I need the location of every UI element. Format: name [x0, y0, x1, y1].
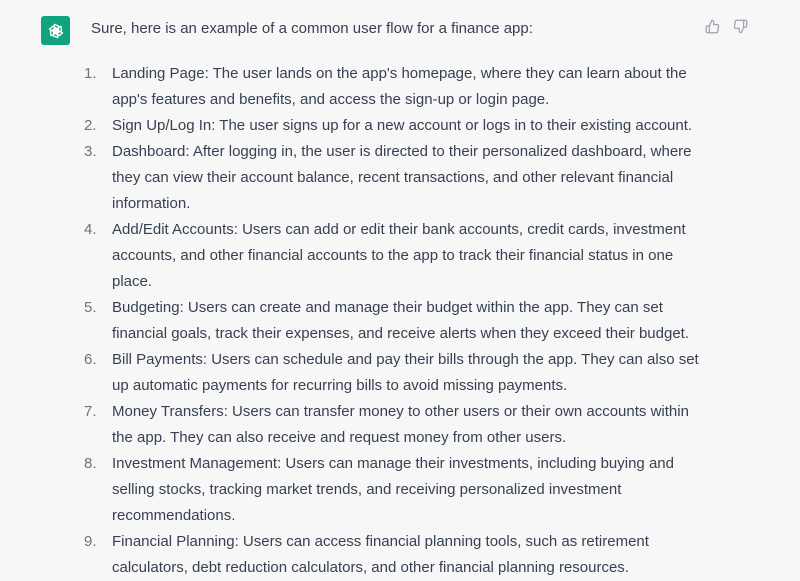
list-number: 8. [84, 455, 97, 472]
list-item [0, 295, 800, 347]
assistant-logo-icon [46, 21, 66, 41]
list-number: 9. [84, 533, 97, 550]
list-number: 5. [84, 299, 97, 316]
thumbs-up-icon [705, 19, 720, 34]
list-number: 2. [84, 117, 97, 134]
user-flow-list [0, 61, 800, 581]
list-item [0, 451, 800, 529]
list-item [0, 217, 800, 295]
thumbs-down-icon [733, 19, 748, 34]
list-number: 1. [84, 65, 97, 82]
list-item [0, 529, 800, 581]
list-item-text: Financial Planning: Users can access financial planning tools, such as retirement calculators, debt reduction calculators, and other financial planning resources. [112, 533, 649, 576]
list-number: 6. [84, 351, 97, 368]
list-item-text: Budgeting: Users can create and manage their budget within the app. They can set financial goals, track their expenses, and receive alerts when they exceed their budget. [112, 299, 690, 342]
list-number: 4. [84, 221, 97, 238]
list-item [0, 139, 800, 217]
list-item [0, 61, 800, 113]
list-item-text: Investment Management: Users can manage their investments, including buying and selling stocks, tracking market trends, and receiving personalized investment recommendations. [112, 455, 674, 524]
list-item [0, 399, 800, 451]
assistant-avatar [41, 16, 70, 45]
thumbs-up-button[interactable] [704, 18, 720, 34]
list-item-text: Sign Up/Log In: The user signs up for a new account or logs in to their existing account. [112, 117, 693, 134]
thumbs-down-button[interactable] [732, 18, 748, 34]
list-number: 3. [84, 143, 97, 160]
list-item-text: Landing Page: The user lands on the app's homepage, where they can learn about the app's features and benefits, and access the sign-up or login page. [112, 65, 687, 108]
list-item-text: Bill Payments: Users can schedule and pay their bills through the app. They can also set up automatic payments for recurring bills to avoid missing payments. [112, 351, 699, 394]
feedback-buttons [704, 18, 748, 34]
message-intro: Sure, here is an example of a common user flow for a finance app: [91, 20, 533, 37]
list-number: 7. [84, 403, 97, 420]
list-item-text: Add/Edit Accounts: Users can add or edit their bank accounts, credit cards, investment accounts, and other financial accounts to the app to track their financial status in one place. [112, 221, 686, 290]
list-item [0, 347, 800, 399]
list-item [0, 113, 800, 139]
list-item-text: Dashboard: After logging in, the user is directed to their personalized dashboard, where they can view their account balance, recent transactions, and other relevant financial information. [112, 143, 692, 212]
list-item-text: Money Transfers: Users can transfer money to other users or their own accounts within the app. They can also receive and request money from other users. [112, 403, 689, 446]
